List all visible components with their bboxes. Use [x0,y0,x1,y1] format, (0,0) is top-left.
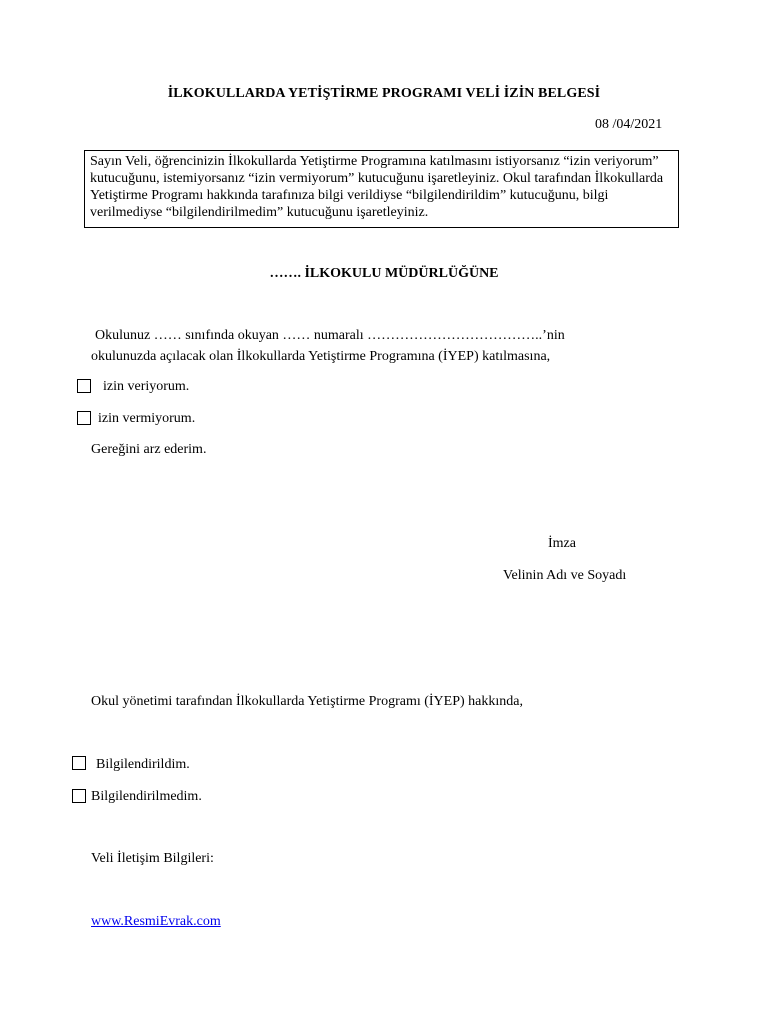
allow-checkbox[interactable] [77,379,91,393]
document-date: 08 /04/2021 [595,117,663,132]
not-informed-checkbox[interactable] [72,789,86,803]
deny-label: izin vermiyorum. [98,411,196,426]
informed-intro: Okul yönetimi tarafından İlkokullarda Yetiştirme Programı (İYEP) hakkında, [91,694,523,709]
deny-checkbox[interactable] [77,411,91,425]
addressee-heading: ……. İLKOKULU MÜDÜRLÜĞÜNE [269,266,499,281]
closing-text: Gereğini arz ederim. [91,442,207,457]
body-line-1: Okulunuz …… sınıfında okuyan …… numaralı ………………………………..’nin [95,328,565,343]
contact-label: Veli İletişim Bilgileri: [91,851,214,866]
document-title: İLKOKULLARDA YETİŞTİRME PROGRAMI VELİ İZİN BELGESİ [167,86,601,101]
informed-label: Bilgilendirildim. [96,757,190,772]
body-line-2: okulunuzda açılacak olan İlkokullarda Yetiştirme Programına (İYEP) katılmasına, [91,349,551,364]
signature-name-label: Velinin Adı ve Soyadı [503,568,627,583]
not-informed-label: Bilgilendirilmedim. [91,789,202,804]
signature-label: İmza [548,536,576,551]
instructions-box: Sayın Veli, öğrencinizin İlkokullarda Yetiştirme Programına katılmasını istiyorsanız “izin veriyorum” kutucuğunu, istemiyorsanız “izin vermiyorum” kutucuğunu işaretleyiniz. Okul tarafından İlkokullarda Yetiştirme Programı hakkında tarafınıza bilgi verildiyse “bilgilendirildim” kutucuğunu, bilgi verilmediyse “bilgilendirilmedim” kutucuğunu işaretleyiniz. [84,150,679,228]
allow-label: izin veriyorum. [103,379,190,394]
informed-checkbox[interactable] [72,756,86,770]
website-link[interactable]: www.ResmiEvrak.com [91,914,221,929]
